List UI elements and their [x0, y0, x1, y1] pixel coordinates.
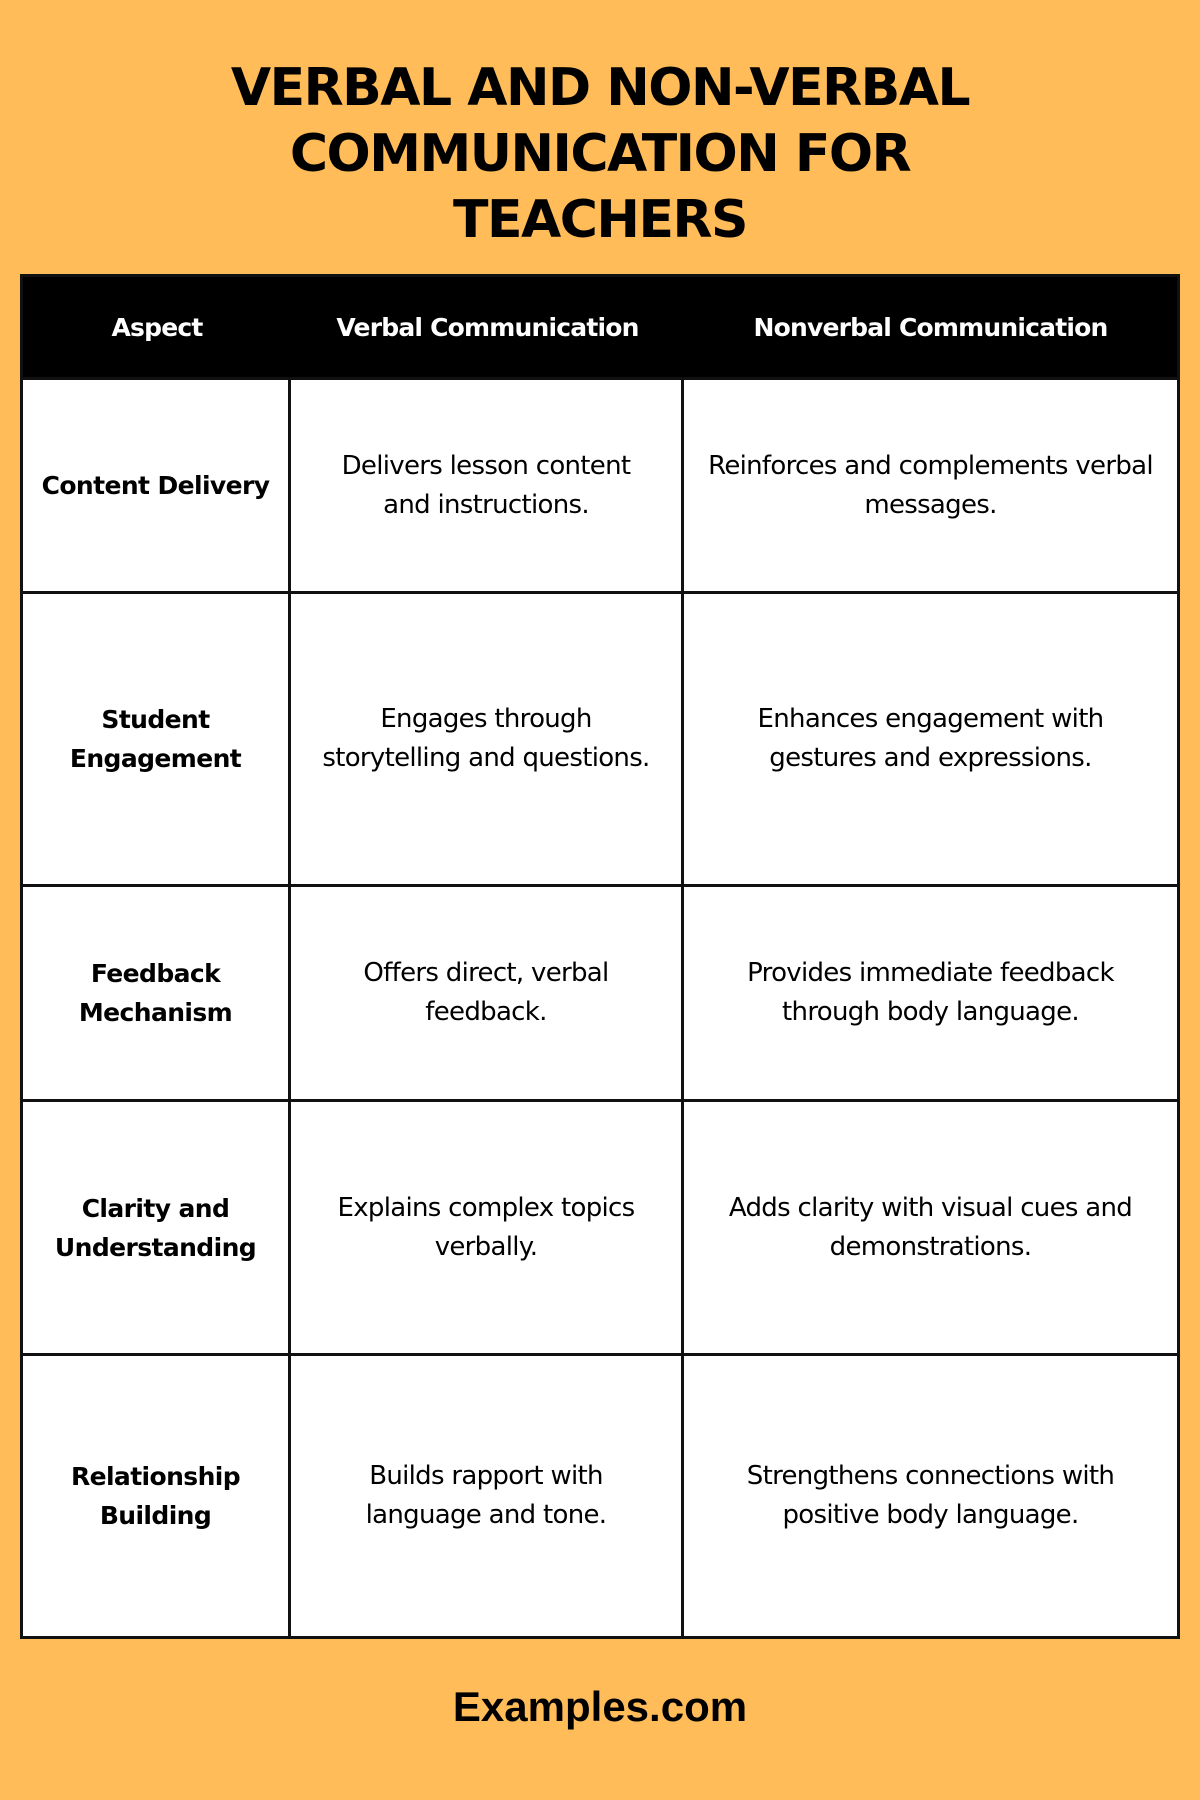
table-row	[23, 1353, 1177, 1636]
nonverbal-cell: Provides immediate feedback through body language.	[747, 958, 1114, 1027]
table-row	[23, 1099, 1177, 1353]
table-header-row	[23, 277, 1177, 377]
verbal-cell: Delivers lesson content and instructions.	[291, 380, 684, 591]
title-line-1: VERBAL AND NON-VERBAL	[230, 58, 970, 118]
verbal-cell: Explains complex topics verbally.	[291, 1102, 684, 1353]
nonverbal-cell: Enhances engagement with gestures and expressions.	[757, 704, 1104, 773]
nonverbal-cell: Reinforces and complements verbal messages.	[708, 450, 1153, 520]
verbal-cell: Builds rapport with language and tone.	[291, 1356, 684, 1636]
aspect-cell: Content Delivery	[23, 380, 291, 591]
table-row	[23, 884, 1177, 1099]
table-row	[23, 591, 1177, 884]
aspect-cell: Clarity and Understanding	[23, 1102, 291, 1353]
title-line-3: TEACHERS	[453, 190, 747, 250]
header-nonverbal: Nonverbal Communication	[753, 312, 1108, 342]
page-title	[0, 55, 1200, 253]
header-verbal: Verbal Communication	[336, 312, 639, 342]
nonverbal-cell: Strengthens connections with positive body language.	[746, 1461, 1115, 1530]
verbal-cell: Offers direct, verbal feedback.	[291, 887, 684, 1099]
aspect-cell: Feedback Mechanism	[23, 887, 291, 1099]
verbal-cell: Engages through storytelling and questions.	[291, 594, 684, 884]
aspect-cell: Student Engagement	[23, 594, 291, 884]
aspect-cell: Relationship Building	[23, 1356, 291, 1636]
nonverbal-cell: Adds clarity with visual cues and demonstrations.	[728, 1192, 1133, 1262]
header-aspect: Aspect	[111, 312, 203, 342]
comparison-table	[20, 274, 1180, 1639]
footer-brand: Examples.com	[452, 1683, 748, 1730]
title-line-2: COMMUNICATION FOR	[289, 124, 911, 184]
table-row	[23, 377, 1177, 591]
